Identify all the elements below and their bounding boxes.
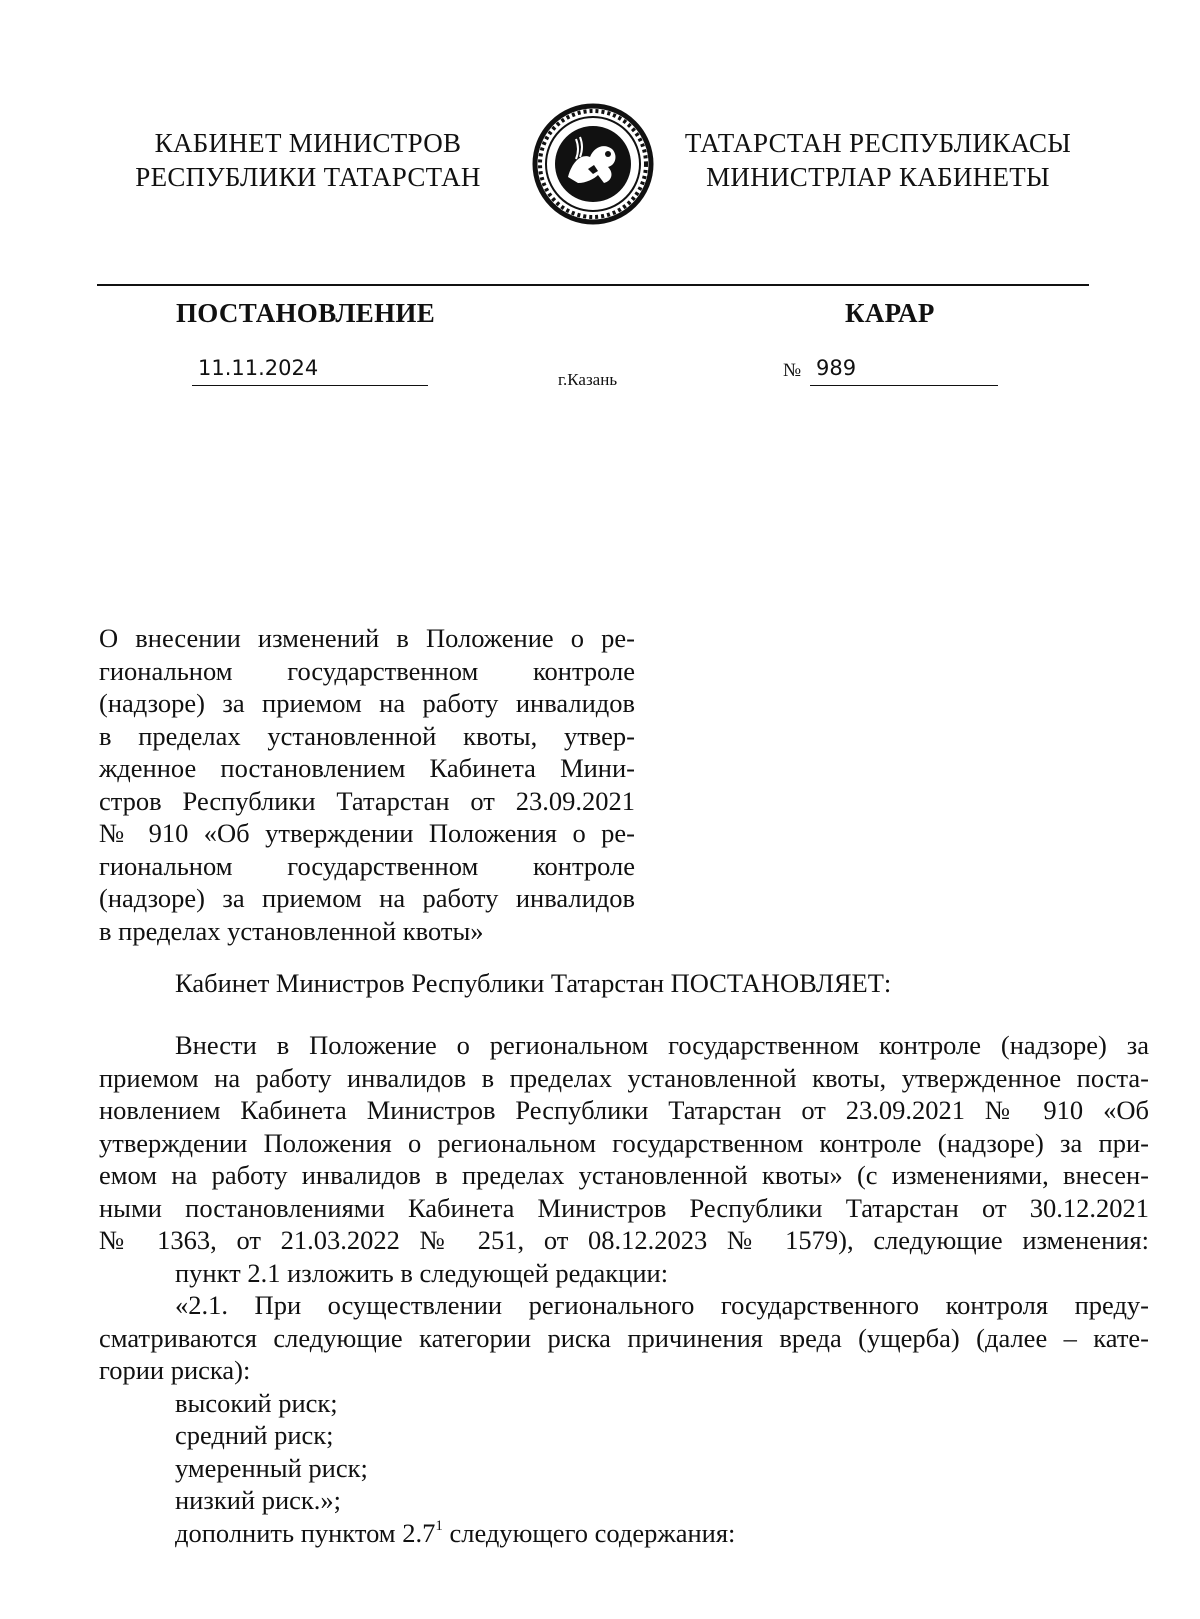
body-line: приемом на работу инвалидов в пределах установленной квоты, утвержденное поста-: [99, 1062, 1149, 1093]
subject-line: (надзоре) за приемом на работу инвалидов: [99, 883, 635, 913]
last-line-superscript: 1: [435, 1517, 443, 1534]
preamble: Кабинет Министров Республики Татарстан ПОСТАНОВЛЯЕТ:: [175, 968, 892, 998]
body-line: новлением Кабинета Министров Республики Татарстан от 23.09.2021 № 910 «Об: [99, 1095, 1149, 1125]
date-field: [192, 356, 428, 386]
number-field: [810, 356, 998, 386]
last-line-post: следующего содержания:: [442, 1517, 736, 1548]
number-label: №: [783, 360, 802, 381]
issuer-ru-line1: КАБИНЕТ МИНИСТРОВ: [154, 128, 462, 158]
body-line-last: [99, 1517, 1149, 1550]
issuer-ru-line2: РЕСПУБЛИКИ ТАТАРСТАН: [135, 162, 481, 192]
body-line: № 1363, от 21.03.2022 № 251, от 08.12.2023 № 1579), следующие изменения:: [99, 1225, 1149, 1255]
body-line: емом на работу инвалидов в пределах установленной квоты» (с изменениями, внесен-: [99, 1160, 1149, 1190]
subject-line: в пределах установленной квоты, утвер-: [99, 720, 635, 751]
issuer-tt-line1: ТАТАРСТАН РЕСПУБЛИКАСЫ: [684, 128, 1072, 158]
body-line: утверждении Положения о региональном государственном контроле (надзоре) за при-: [99, 1127, 1149, 1158]
body-line: сматриваются следующие категории риска причинения вреда (ущерба) (далее – кате-: [99, 1322, 1149, 1353]
subject-line: гиональном государственном контроле: [99, 850, 635, 881]
subject-line: жденное постановлением Кабинета Мини-: [99, 753, 635, 783]
subject-line: № 910 «Об утверждении Положения о ре-: [99, 818, 635, 848]
body-line: Внести в Положение о региональном государственном контроле (надзоре) за: [175, 1030, 1149, 1060]
subject-line: гиональном государственном контроле: [99, 655, 635, 686]
issuer-tt: [668, 126, 1088, 194]
subject-line: (надзоре) за приемом на работу инвалидов: [99, 688, 635, 718]
risk-item: средний риск;: [175, 1420, 334, 1450]
subject-line: в пределах установленной квоты»: [99, 915, 484, 946]
subject-line: стров Республики Татарстан от 23.09.2021: [99, 785, 635, 816]
city: г.Казань: [558, 370, 618, 389]
risk-item: умеренный риск;: [175, 1452, 368, 1483]
body-line: пункт 2.1 изложить в следующей редакции:: [175, 1257, 669, 1288]
risk-item: высокий риск;: [175, 1387, 338, 1418]
number-value: 989: [816, 356, 857, 380]
issuer-ru: [118, 126, 498, 194]
doc-type-tt: КАРАР: [845, 298, 935, 328]
body-line: «2.1. При осуществлении регионального государственного контроля преду-: [175, 1290, 1149, 1320]
subject-line: О внесении изменений в Положение о ре-: [99, 623, 635, 653]
doc-type-ru: ПОСТАНОВЛЕНИЕ: [176, 298, 436, 328]
document-body: [99, 1029, 1149, 1549]
document-subject: [99, 622, 635, 947]
coat-of-arms-icon: [528, 99, 658, 229]
last-line-pre: дополнить пунктом 2.7: [175, 1517, 436, 1548]
date-value: 11.11.2024: [198, 356, 319, 380]
body-line: ными постановлениями Кабинета Министров Республики Татарстан от 30.12.2021: [99, 1192, 1149, 1223]
risk-item: низкий риск.»;: [175, 1485, 342, 1515]
issuer-tt-line2: МИНИСТРЛАР КАБИНЕТЫ: [706, 162, 1050, 192]
header-rule: [97, 284, 1089, 286]
body-line: гории риска):: [99, 1355, 251, 1385]
